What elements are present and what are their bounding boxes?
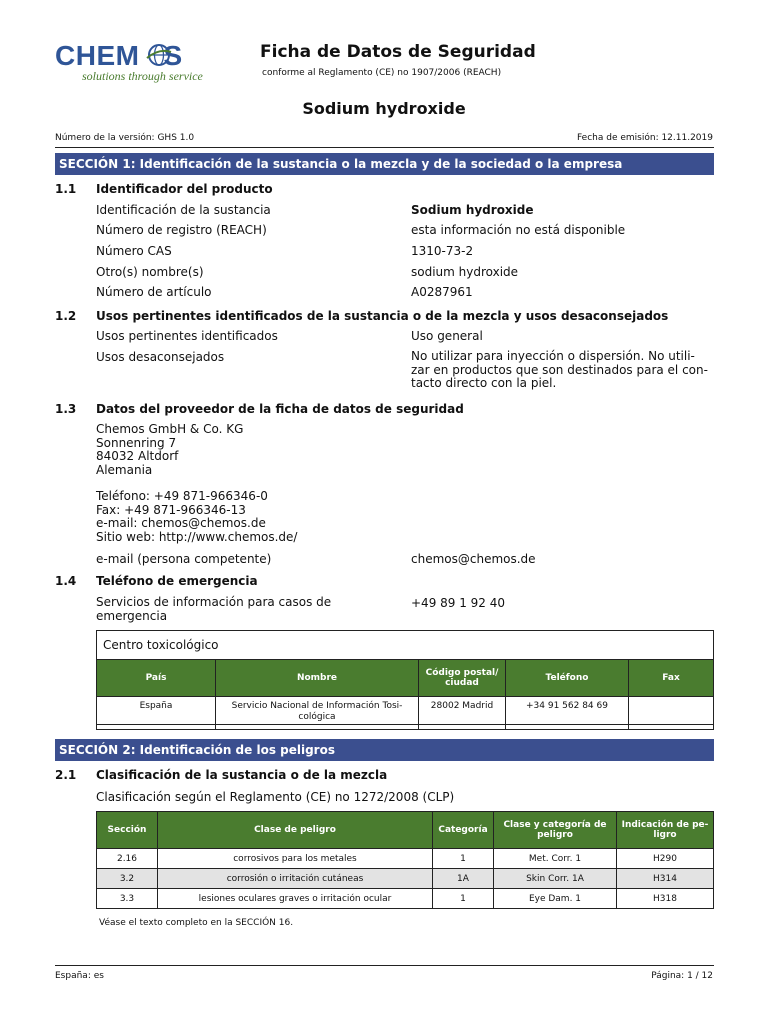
table-cell: 1 bbox=[433, 849, 494, 869]
footer-divider bbox=[55, 965, 714, 966]
table-cell: Skin Corr. 1A bbox=[494, 869, 617, 889]
table-cell: 28002 Madrid bbox=[419, 697, 506, 730]
table-row bbox=[97, 889, 714, 909]
competent-email[interactable]: chemos@chemos.de bbox=[411, 552, 536, 566]
table-cell: corrosivos para los metales bbox=[158, 849, 433, 869]
table-cell: Servicio Nacional de Información Tosi- cológica bbox=[216, 697, 419, 730]
table-cell: H318 bbox=[617, 889, 714, 909]
toxicology-center-box bbox=[96, 630, 714, 725]
logo-word-left: CHEM bbox=[55, 40, 140, 71]
field-label: Servicios de información para casos de emergencia bbox=[96, 595, 332, 623]
table-cell: H290 bbox=[617, 849, 714, 869]
table-row bbox=[97, 849, 714, 869]
classification-note: Véase el texto completo en la SECCIÓN 16. bbox=[99, 918, 294, 928]
supplier-contact: Teléfono: +49 871-966346-0 Fax: +49 871-966346-13 e-mail: chemos@chemos.de Sitio web: http://www.chemos.de/ bbox=[96, 489, 298, 544]
table-cell: corrosión o irritación cutáneas bbox=[158, 869, 433, 889]
table-header: País bbox=[97, 660, 216, 697]
field-value: Uso general bbox=[411, 329, 483, 343]
toxicology-caption: Centro toxicológico bbox=[103, 638, 219, 652]
subsection-number: 1.2 bbox=[55, 309, 77, 323]
document-title: Ficha de Datos de Seguridad bbox=[260, 42, 536, 62]
field-label: e-mail (persona competente) bbox=[96, 552, 272, 566]
table-header: Teléfono bbox=[506, 660, 629, 697]
table-cell: 3.2 bbox=[97, 869, 158, 889]
clp-classification-table bbox=[96, 811, 714, 909]
field-label: Número de registro (REACH) bbox=[96, 223, 267, 237]
toxicology-table bbox=[96, 659, 714, 730]
version-number: Número de la versión: GHS 1.0 bbox=[55, 133, 195, 143]
table-cell: 3.3 bbox=[97, 889, 158, 909]
table-header: Código postal/ ciudad bbox=[419, 660, 506, 697]
table-header: Fax bbox=[629, 660, 714, 697]
field-value: A0287961 bbox=[411, 285, 473, 299]
table-row bbox=[97, 869, 714, 889]
table-cell: 1A bbox=[433, 869, 494, 889]
header-divider bbox=[55, 147, 714, 148]
table-cell: Met. Corr. 1 bbox=[494, 849, 617, 869]
logo-tagline: solutions through service bbox=[82, 69, 203, 83]
subsection-number: 2.1 bbox=[55, 768, 77, 782]
emergency-phone: +49 89 1 92 40 bbox=[411, 596, 506, 610]
table-cell: lesiones oculares graves o irritación ocular bbox=[158, 889, 433, 909]
subsection-title: Usos pertinentes identificados de la sustancia o de la mezcla y usos desaconsejados bbox=[96, 309, 669, 323]
subsection-title: Identificador del producto bbox=[96, 182, 273, 196]
supplier-address: Chemos GmbH & Co. KG Sonnenring 7 84032 Altdorf Alemania bbox=[96, 422, 244, 477]
table-cell: 2.16 bbox=[97, 849, 158, 869]
section-2-heading: SECCIÓN 2: Identificación de los peligros bbox=[55, 739, 714, 761]
table-header: Nombre bbox=[216, 660, 419, 697]
field-value: No utilizar para inyección o dispersión. No utili- zar en productos que son destinados para el con- tacto directo con la piel. bbox=[411, 349, 708, 390]
field-label: Número CAS bbox=[96, 244, 172, 258]
table-row bbox=[97, 697, 714, 730]
table-cell: España bbox=[97, 697, 216, 730]
field-label: Usos desaconsejados bbox=[96, 350, 225, 364]
table-header: Clase de peligro bbox=[158, 812, 433, 849]
table-header: Categoría bbox=[433, 812, 494, 849]
field-label: Otro(s) nombre(s) bbox=[96, 265, 204, 279]
field-label: Identificación de la sustancia bbox=[96, 203, 271, 217]
subsection-title: Teléfono de emergencia bbox=[96, 574, 258, 588]
field-value: esta información no está disponible bbox=[411, 223, 626, 237]
table-header: Sección bbox=[97, 812, 158, 849]
table-cell: Eye Dam. 1 bbox=[494, 889, 617, 909]
table-header: Clase y categoría de peligro bbox=[494, 812, 617, 849]
field-value: sodium hydroxide bbox=[411, 265, 519, 279]
subsection-number: 1.3 bbox=[55, 402, 77, 416]
footer-locale: España: es bbox=[55, 971, 104, 981]
subsection-title: Clasificación de la sustancia o de la mezcla bbox=[96, 768, 388, 782]
document-subtitle: conforme al Reglamento (CE) no 1907/2006 (REACH) bbox=[262, 68, 502, 78]
product-title: Sodium hydroxide bbox=[302, 99, 466, 118]
logo-word-right: S bbox=[163, 40, 183, 71]
subsection-number: 1.4 bbox=[55, 574, 77, 588]
table-cell: +34 91 562 84 69 bbox=[506, 697, 629, 730]
field-label: Número de artículo bbox=[96, 285, 212, 299]
subsection-title: Datos del proveedor de la ficha de datos de seguridad bbox=[96, 402, 464, 416]
table-header: Indicación de pe- ligro bbox=[617, 812, 714, 849]
field-label: Usos pertinentes identificados bbox=[96, 329, 278, 343]
table-cell bbox=[629, 697, 714, 730]
table-cell: 1 bbox=[433, 889, 494, 909]
section-1-heading: SECCIÓN 1: Identificación de la sustancia o la mezcla y de la sociedad o la empresa bbox=[55, 153, 714, 175]
field-value: Sodium hydroxide bbox=[411, 203, 534, 217]
table-cell: H314 bbox=[617, 869, 714, 889]
page-number: Página: 1 / 12 bbox=[651, 971, 713, 981]
field-value: 1310-73-2 bbox=[411, 244, 474, 258]
issue-date: Fecha de emisión: 12.11.2019 bbox=[577, 133, 713, 143]
subsection-number: 1.1 bbox=[55, 182, 77, 196]
classification-subtitle: Clasificación según el Reglamento (CE) no 1272/2008 (CLP) bbox=[96, 790, 455, 804]
globe-icon bbox=[146, 42, 172, 68]
